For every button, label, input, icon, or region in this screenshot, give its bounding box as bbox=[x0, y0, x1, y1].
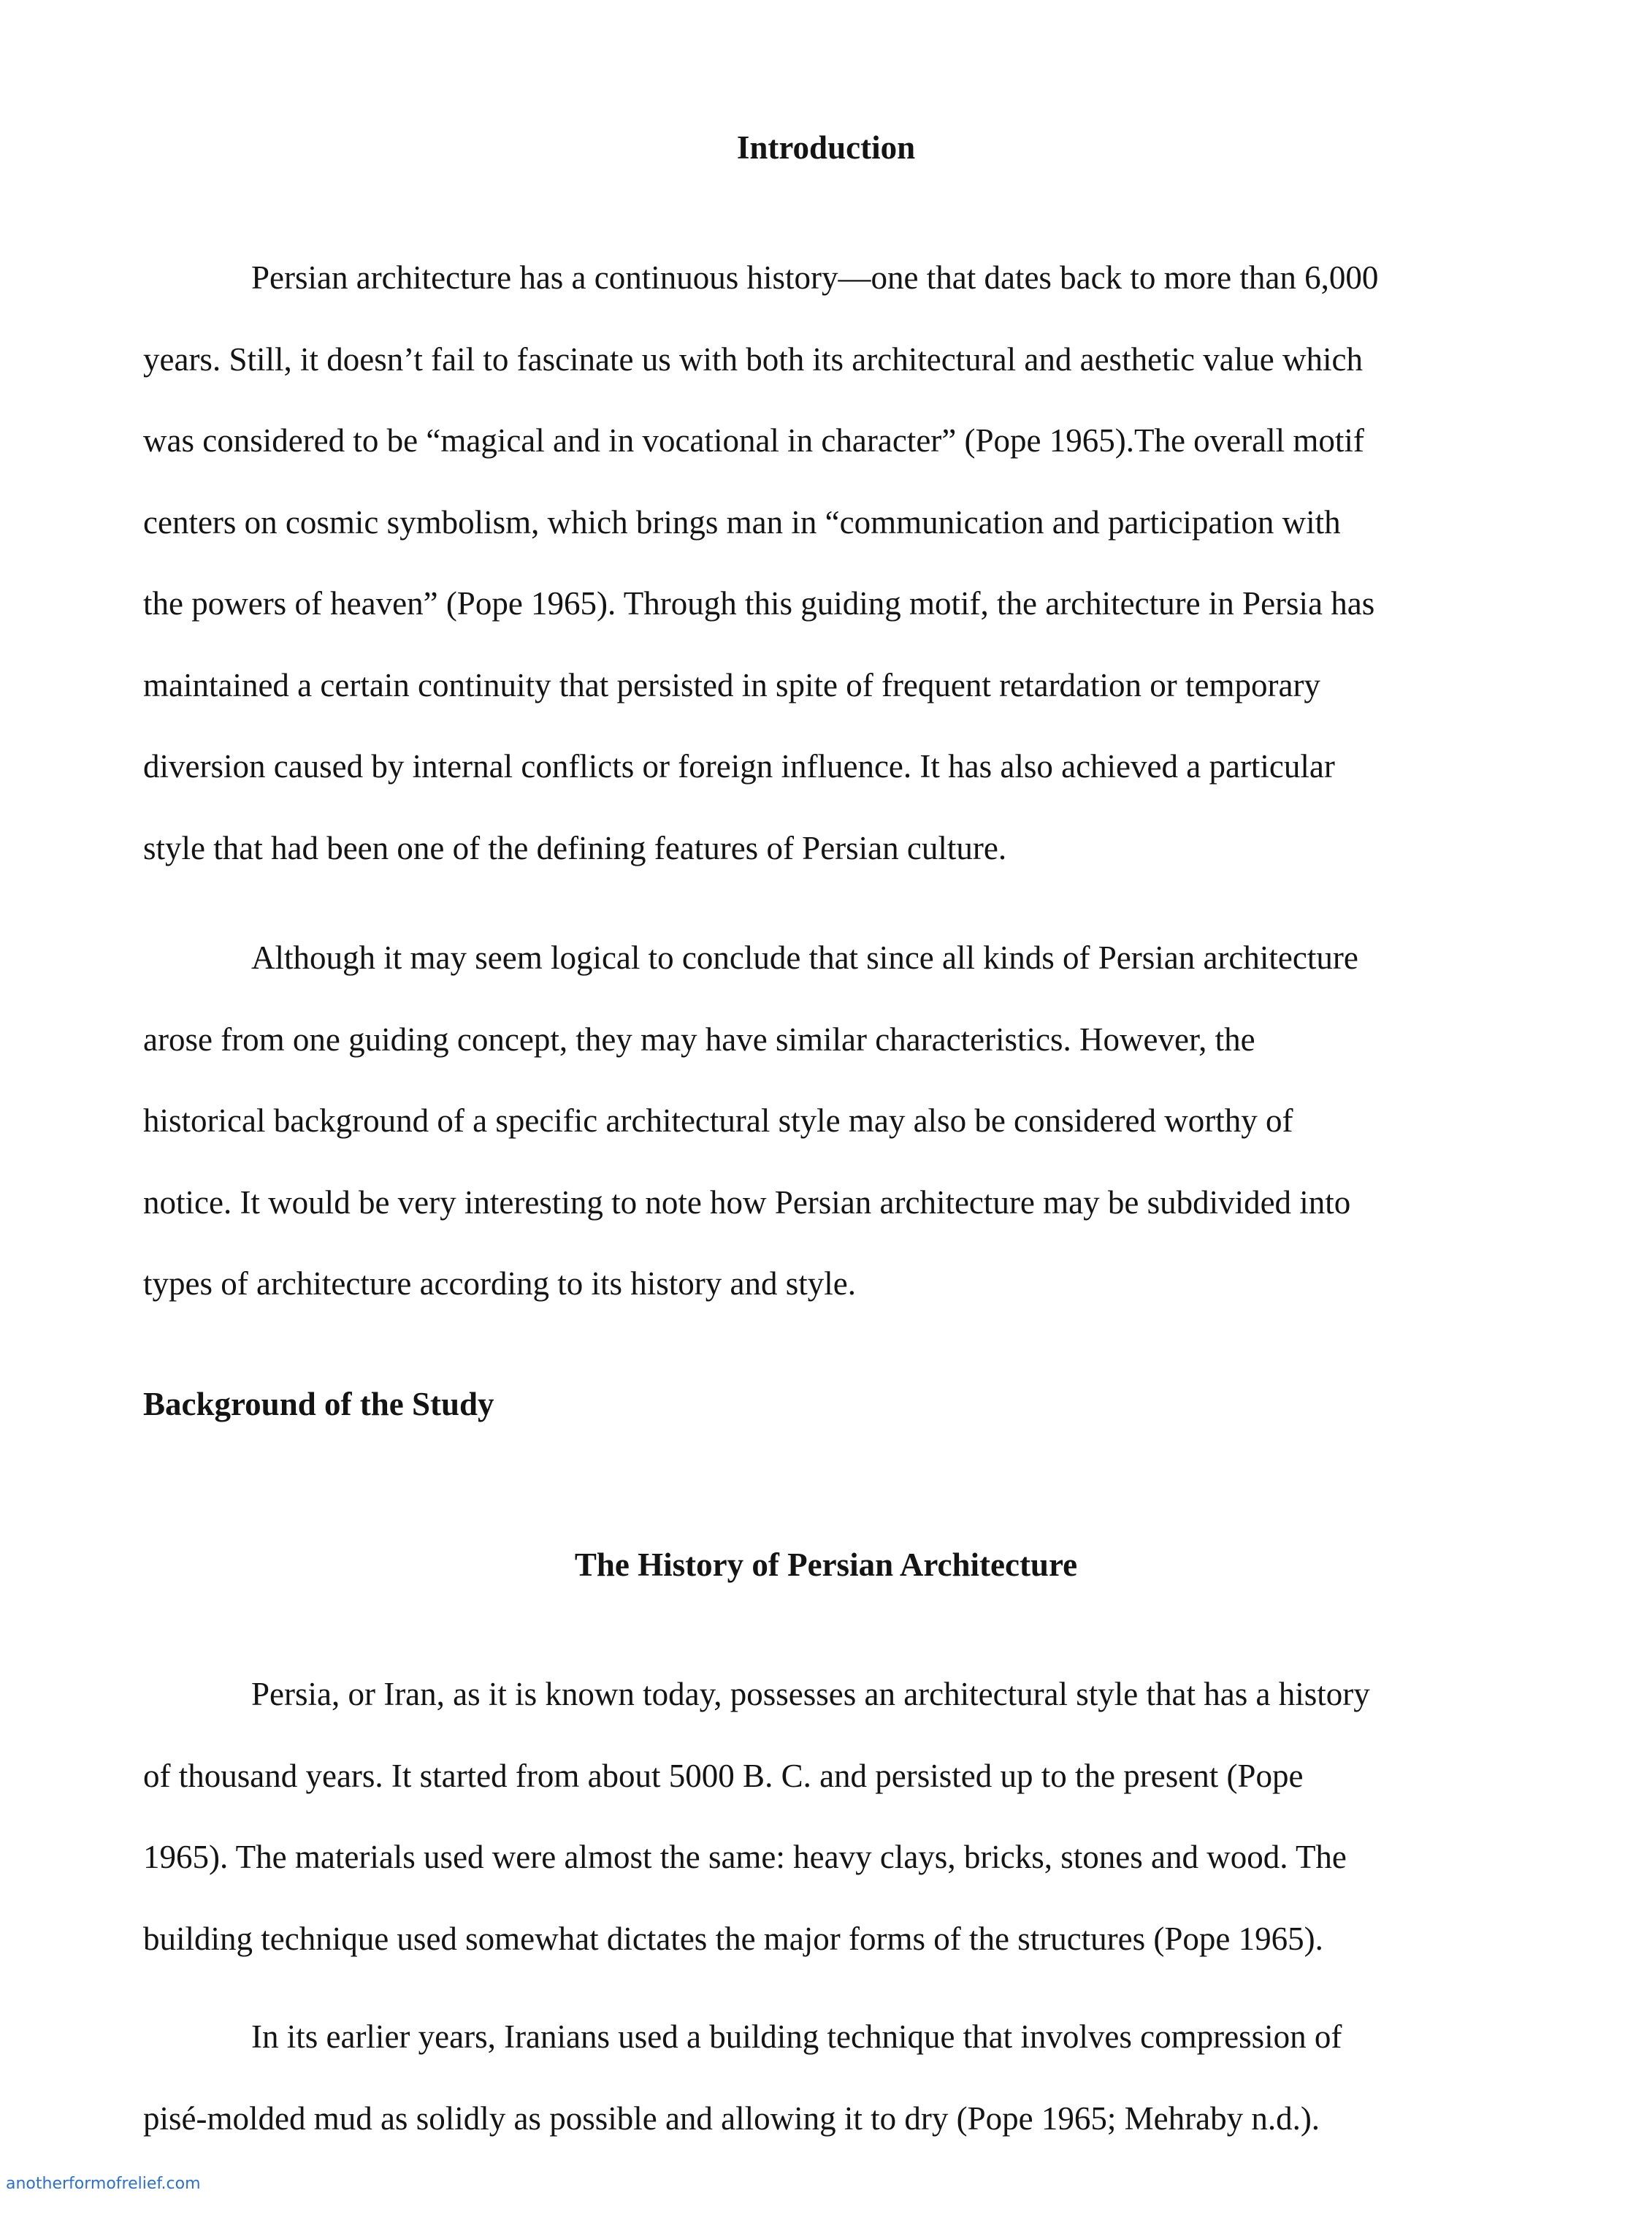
paragraph-line: diversion caused by internal conflicts or foreign influence. It has also achieved a particular bbox=[143, 748, 1335, 785]
paragraph-line: arose from one guiding concept, they may have similar characteristics. However, the bbox=[143, 1021, 1255, 1058]
paragraph bbox=[143, 918, 1531, 1325]
paragraph-line: centers on cosmic symbolism, which brings man in “communication and participation with bbox=[143, 503, 1341, 541]
paragraph-line: 1965). The materials used were almost the same: heavy clays, bricks, stones and wood. The bbox=[143, 1839, 1347, 1875]
paragraph bbox=[143, 1996, 1531, 2159]
paragraph-line: In its earlier years, Iranians used a building technique that involves compression of bbox=[251, 2018, 1342, 2055]
paragraph-line: notice. It would be very interesting to note how Persian architecture may be subdivided into bbox=[143, 1183, 1351, 1221]
paragraph-line: Persian architecture has a continuous history—one that dates back to more than 6,000 bbox=[251, 259, 1379, 296]
paragraph-line: style that had been one of the defining features of Persian culture. bbox=[143, 829, 1007, 866]
paragraph bbox=[143, 1654, 1531, 1980]
paragraph-line: of thousand years. It started from about 5000 B. C. and persisted up to the present (Pope bbox=[143, 1757, 1304, 1794]
paragraph-line: Although it may seem logical to conclude that since all kinds of Persian architecture bbox=[251, 939, 1358, 976]
paragraph-line: Persia, or Iran, as it is known today, possesses an architectural style that has a history bbox=[251, 1676, 1370, 1712]
paragraph-line: was considered to be “magical and in vocational in character” (Pope 1965).The overall motif bbox=[143, 422, 1364, 459]
paragraph bbox=[143, 237, 1531, 889]
paragraph-line: the powers of heaven” (Pope 1965). Through this guiding motif, the architecture in Persia has bbox=[143, 585, 1375, 622]
paragraph-line: historical background of a specific architectural style may also be considered worthy of bbox=[143, 1102, 1293, 1139]
section-heading-introduction: Introduction bbox=[736, 129, 916, 166]
paragraph-line: types of architecture according to its history and style. bbox=[143, 1265, 856, 1302]
section-heading-history: The History of Persian Architecture bbox=[574, 1546, 1078, 1583]
paragraph-line: maintained a certain continuity that persisted in spite of frequent retardation or temporary bbox=[143, 666, 1320, 703]
paragraph-line: building technique used somewhat dictates the major forms of the structures (Pope 1965). bbox=[143, 1920, 1323, 1957]
paragraph-line: pisé-molded mud as solidly as possible and allowing it to dry (Pope 1965; Mehraby n.d.). bbox=[143, 2099, 1320, 2137]
section-heading-background: Background of the Study bbox=[143, 1386, 494, 1422]
paragraph-line: years. Still, it doesn’t fail to fascinate us with both its architectural and aesthetic value which bbox=[143, 340, 1363, 378]
site-watermark: anotherformofrelief.com bbox=[6, 2175, 201, 2193]
